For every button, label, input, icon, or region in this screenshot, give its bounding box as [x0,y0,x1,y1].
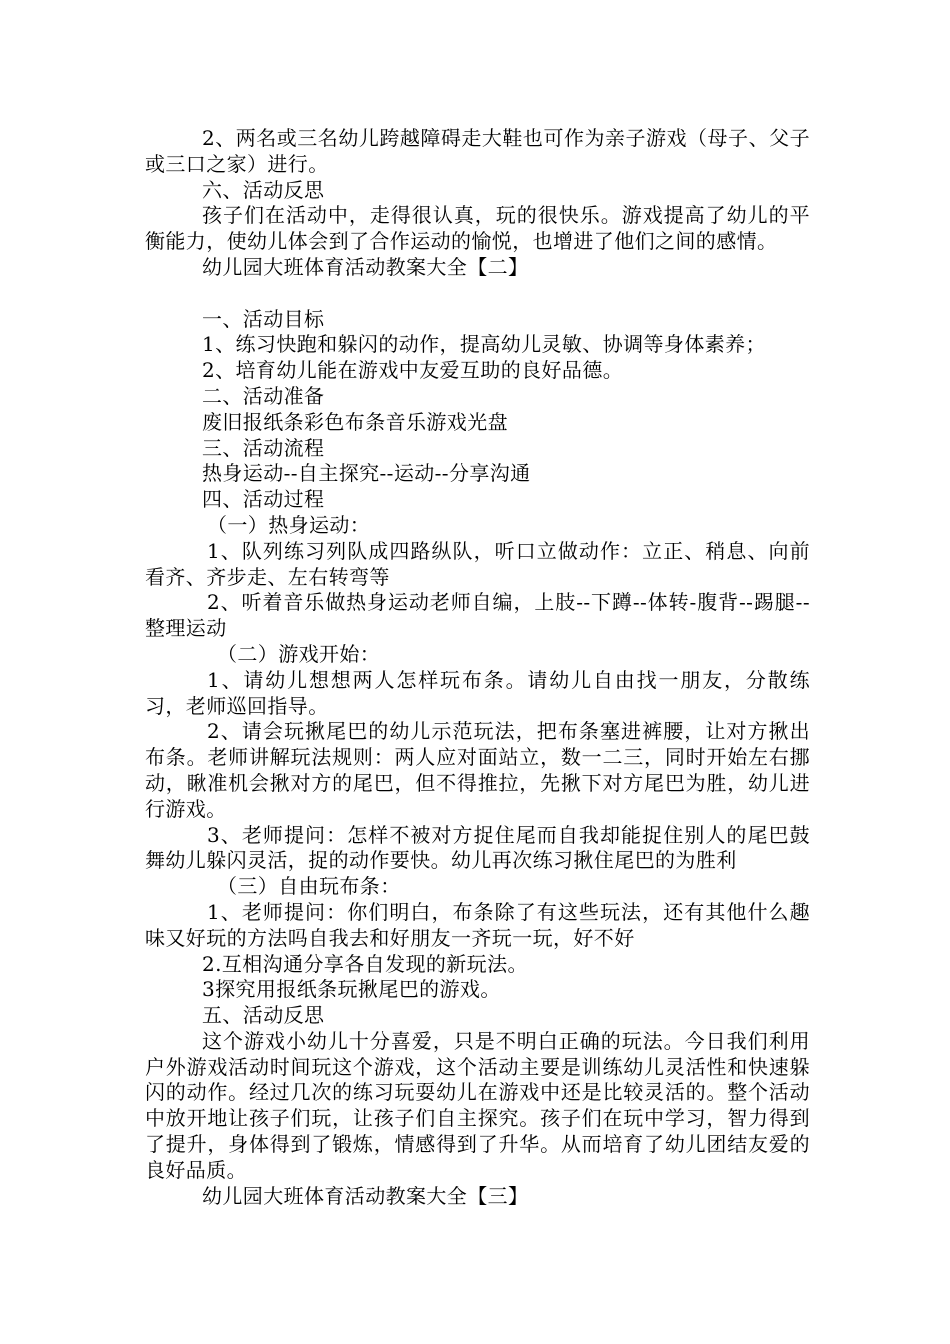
section-heading: 一、活动目标 [202,306,325,331]
subsection-heading: （三）自由玩布条： [217,874,401,899]
section-heading: 六、活动反思 [202,177,325,202]
paragraph: 2、两名或三名幼儿跨越障碍走大鞋也可作为亲子游戏（母子、父子或三口之家）进行。 [145,126,810,176]
paragraph: 3探究用报纸条玩揪尾巴的游戏。 [202,977,501,1002]
lesson-title: 幼儿园大班体育活动教案大全【二】 [202,254,529,279]
paragraph: 1、练习快跑和躲闪的动作，提高幼儿灵敏、协调等身体素养； [202,332,766,357]
paragraph: 这个游戏小幼儿十分喜爱，只是不明白正确的玩法。今日我们利用户外游戏活动时间玩这个游戏，这个活动主要是训练幼儿灵活性和快速躲闪的动作。经过几次的练习玩耍幼儿在游戏中还是比较灵活的。整个活动中放开地让孩子们玩，让孩子们自主探究。孩子们在玩中学习，智力得到了提升，身体得到了锻炼，情感得到了升华。从而培育了幼儿团结友爱的良好品质。 [145,1028,810,1182]
subsection-heading: （一）热身运动： [207,512,371,537]
section-heading: 三、活动流程 [202,435,325,460]
paragraph: 2、听着音乐做热身运动老师自编，上肢--下蹲--体转-腹背--踢腿--整理运动 [145,590,810,641]
section-heading: 四、活动过程 [202,487,325,512]
paragraph: 废旧报纸条彩色布条音乐游戏光盘 [202,409,508,434]
paragraph: 孩子们在活动中，走得很认真，玩的很快乐。游戏提高了幼儿的平衡能力，使幼儿体会到了合作运动的愉悦，也增进了他们之间的感情。 [145,203,810,254]
paragraph: 热身运动--自主探究--运动--分享沟通 [202,461,531,486]
paragraph: 1、队列练习列队成四路纵队，听口立做动作：立正、稍息、向前看齐、齐步走、左右转弯等 [145,538,810,589]
document-body [145,126,810,1209]
lesson-title: 幼儿园大班体育活动教案大全【三】 [202,1183,529,1208]
blank-line [145,281,810,307]
paragraph: 2、培育幼儿能在游戏中友爱互助的良好品德。 [202,358,624,383]
paragraph: 1、老师提问：你们明白，布条除了有这些玩法，还有其他什么趣味又好玩的方法吗自我去和好朋友一齐玩一玩，好不好 [145,899,810,950]
paragraph: 1、请幼儿想想两人怎样玩布条。请幼儿自由找一朋友，分散练习，老师巡回指导。 [145,667,810,718]
paragraph: 2.互相沟通分享各自发现的新玩法。 [202,951,528,976]
section-heading: 二、活动准备 [202,383,325,408]
section-heading: 五、活动反思 [202,1003,325,1028]
subsection-heading: （二）游戏开始： [217,641,381,666]
paragraph: 2、请会玩揪尾巴的幼儿示范玩法，把布条塞进裤腰，让对方揪出布条。老师讲解玩法规则：两人应对面站立，数一二三，同时开始左右挪动，瞅准机会揪对方的尾巴，但不得推拉，先揪下对方尾巴为胜，幼儿进行游戏。 [145,719,810,821]
paragraph: 3、老师提问：怎样不被对方捉住尾而自我却能捉住别人的尾巴鼓舞幼儿躲闪灵活，捉的动作要快。幼儿再次练习揪住尾巴的为胜利 [145,822,810,873]
